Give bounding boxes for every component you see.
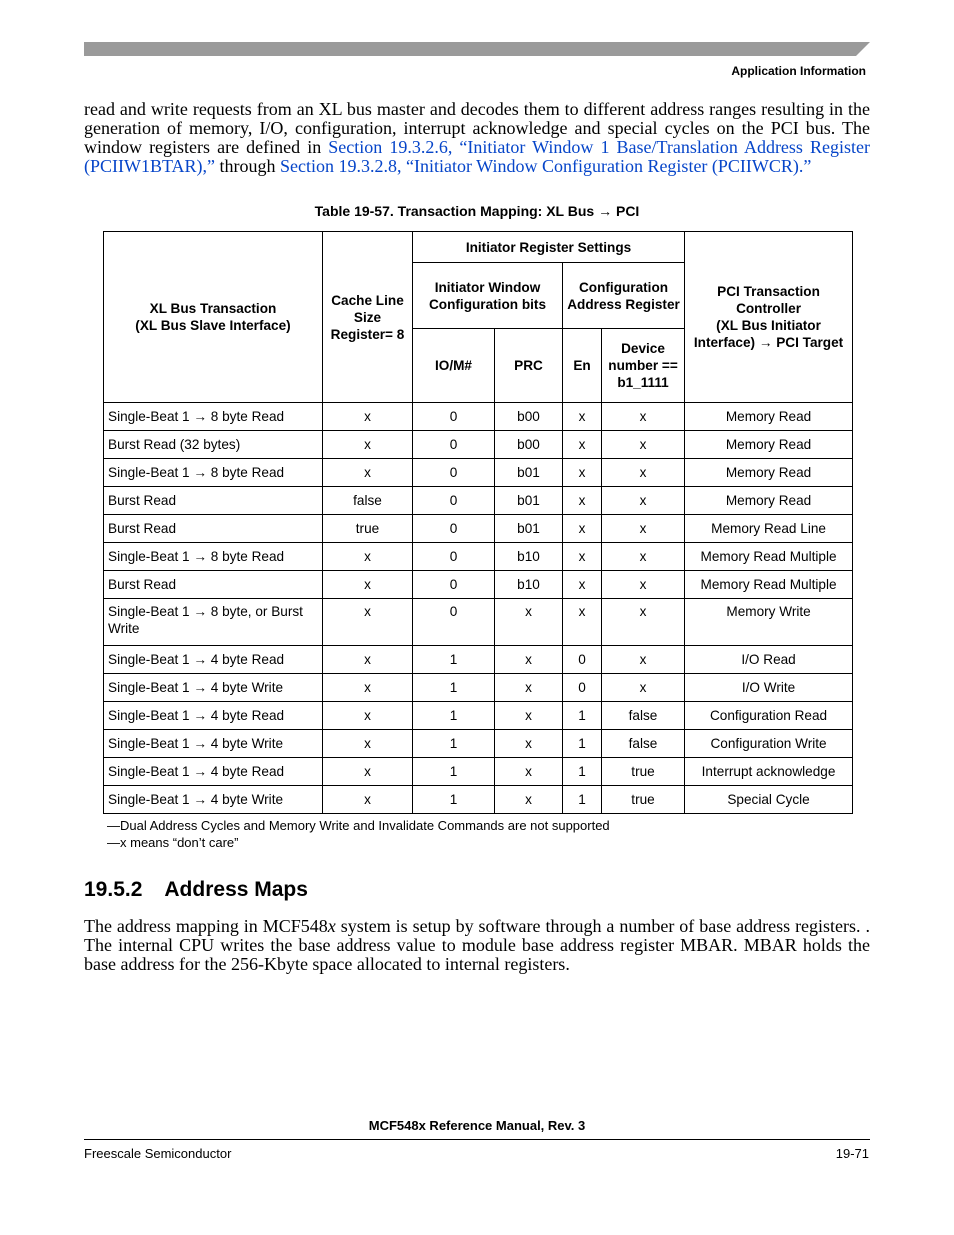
header-initiator-window-config-bits: Initiator Window Configuration bits bbox=[413, 263, 563, 329]
cell-transaction: Single-Beat 1 → 8 byte, or Burst Write bbox=[104, 599, 323, 646]
table-row bbox=[104, 431, 853, 459]
cell-en: x bbox=[563, 515, 602, 543]
table-row bbox=[104, 571, 853, 599]
cell-prc: b01 bbox=[495, 515, 563, 543]
cell-pci-target: Memory Read Line bbox=[685, 515, 853, 543]
table-row bbox=[104, 730, 853, 758]
cell-cache-line: x bbox=[323, 646, 413, 674]
cell-cache-line: x bbox=[323, 571, 413, 599]
cell-en: 1 bbox=[563, 786, 602, 814]
cell-pci-target: Memory Read Multiple bbox=[685, 543, 853, 571]
cell-cache-line: false bbox=[323, 487, 413, 515]
intro-paragraph bbox=[84, 100, 870, 176]
intro-text-middle: through bbox=[215, 156, 281, 176]
cell-device-number: x bbox=[602, 431, 685, 459]
cell-transaction: Single-Beat 1 → 8 byte Read bbox=[104, 543, 323, 571]
cell-device-number: x bbox=[602, 543, 685, 571]
cell-io-m: 0 bbox=[413, 571, 495, 599]
cell-prc: x bbox=[495, 674, 563, 702]
cell-pci-target: I/O Read bbox=[685, 646, 853, 674]
table-row bbox=[104, 403, 853, 431]
cell-cache-line: x bbox=[323, 674, 413, 702]
table-row bbox=[104, 459, 853, 487]
intro-text-before: read and write requests from an XL bus master and decodes them to different address ranges resulting in the generation of memory, I/O, configuration, interrupt acknowledge and special cycles on the PCI bus. The window registers are defined in bbox=[84, 99, 870, 157]
table-note: —x means “don’t care” bbox=[107, 835, 239, 850]
header-bar bbox=[84, 42, 870, 56]
cell-en: x bbox=[563, 459, 602, 487]
cell-pci-target: Special Cycle bbox=[685, 786, 853, 814]
cell-transaction: Single-Beat 1 → 4 byte Write bbox=[104, 786, 323, 814]
header-prc: PRC bbox=[495, 329, 563, 403]
cell-io-m: 1 bbox=[413, 702, 495, 730]
cell-cache-line: x bbox=[323, 758, 413, 786]
cell-io-m: 0 bbox=[413, 543, 495, 571]
cell-en: 1 bbox=[563, 758, 602, 786]
section-link-pciiw1btar[interactable]: Section 19.3.2.6, “Initiator Window 1 Base/Translation Address Register (PCIIW1BTAR),” bbox=[84, 137, 870, 176]
header-device-number: Device number == b1_1111 bbox=[602, 329, 685, 403]
cell-prc: x bbox=[495, 786, 563, 814]
cell-en: 1 bbox=[563, 702, 602, 730]
cell-en: x bbox=[563, 571, 602, 599]
cell-en: x bbox=[563, 431, 602, 459]
cell-transaction: Single-Beat 1 → 4 byte Read bbox=[104, 646, 323, 674]
cell-en: x bbox=[563, 403, 602, 431]
table-row bbox=[104, 702, 853, 730]
cell-pci-target: Memory Read bbox=[685, 459, 853, 487]
cell-cache-line: x bbox=[323, 599, 413, 646]
header-io-m: IO/M# bbox=[413, 329, 495, 403]
cell-pci-target: Memory Read Multiple bbox=[685, 571, 853, 599]
header-configuration-address-register: Configuration Address Register bbox=[563, 263, 685, 329]
cell-io-m: 0 bbox=[413, 487, 495, 515]
cell-transaction: Single-Beat 1 → 8 byte Read bbox=[104, 459, 323, 487]
section-link-pciiwcr[interactable]: Section 19.3.2.8, “Initiator Window Configuration Register (PCIIWCR).” bbox=[280, 156, 812, 176]
cell-transaction: Burst Read bbox=[104, 515, 323, 543]
cell-device-number: x bbox=[602, 674, 685, 702]
cell-device-number: x bbox=[602, 646, 685, 674]
cell-pci-target: Interrupt acknowledge bbox=[685, 758, 853, 786]
cell-pci-target: Memory Read bbox=[685, 487, 853, 515]
cell-transaction: Burst Read bbox=[104, 571, 323, 599]
cell-cache-line: x bbox=[323, 786, 413, 814]
cell-device-number: true bbox=[602, 786, 685, 814]
table-row bbox=[104, 674, 853, 702]
footer-company: Freescale Semiconductor bbox=[84, 1146, 232, 1161]
para-italic-x: x bbox=[327, 916, 336, 936]
footer-divider bbox=[84, 1139, 870, 1140]
section-title: Address Maps bbox=[164, 878, 308, 901]
table-caption: Table 19-57. Transaction Mapping: XL Bus → PCI bbox=[314, 203, 640, 219]
cell-io-m: 1 bbox=[413, 646, 495, 674]
cell-prc: x bbox=[495, 646, 563, 674]
section-number: 19.5.2 bbox=[84, 878, 143, 901]
cell-cache-line: x bbox=[323, 702, 413, 730]
table-row bbox=[104, 758, 853, 786]
cell-device-number: false bbox=[602, 730, 685, 758]
cell-transaction: Single-Beat 1 → 4 byte Write bbox=[104, 674, 323, 702]
cell-prc: x bbox=[495, 730, 563, 758]
cell-pci-target: Configuration Write bbox=[685, 730, 853, 758]
running-header: Application Information bbox=[731, 64, 866, 78]
cell-transaction: Single-Beat 1 → 4 byte Write bbox=[104, 730, 323, 758]
cell-prc: b00 bbox=[495, 431, 563, 459]
cell-pci-target: Memory Read bbox=[685, 403, 853, 431]
cell-io-m: 0 bbox=[413, 599, 495, 646]
transaction-mapping-table bbox=[103, 231, 853, 814]
cell-prc: x bbox=[495, 758, 563, 786]
table-row bbox=[104, 646, 853, 674]
cell-io-m: 0 bbox=[413, 431, 495, 459]
cell-transaction: Burst Read bbox=[104, 487, 323, 515]
footer-manual-title: MCF548x Reference Manual, Rev. 3 bbox=[368, 1118, 586, 1133]
cell-io-m: 1 bbox=[413, 674, 495, 702]
cell-transaction: Burst Read (32 bytes) bbox=[104, 431, 323, 459]
cell-device-number: x bbox=[602, 599, 685, 646]
cell-en: x bbox=[563, 487, 602, 515]
cell-en: 0 bbox=[563, 646, 602, 674]
address-maps-paragraph bbox=[84, 917, 870, 974]
cell-cache-line: x bbox=[323, 543, 413, 571]
cell-transaction: Single-Beat 1 → 4 byte Read bbox=[104, 702, 323, 730]
cell-device-number: x bbox=[602, 459, 685, 487]
cell-io-m: 0 bbox=[413, 403, 495, 431]
para-text-before: The address mapping in MCF548 bbox=[84, 916, 328, 936]
cell-prc: b01 bbox=[495, 459, 563, 487]
cell-prc: x bbox=[495, 702, 563, 730]
section-heading bbox=[84, 878, 308, 902]
table-row bbox=[104, 599, 853, 646]
cell-io-m: 0 bbox=[413, 459, 495, 487]
table-row bbox=[104, 543, 853, 571]
cell-cache-line: true bbox=[323, 515, 413, 543]
cell-device-number: x bbox=[602, 487, 685, 515]
cell-prc: b00 bbox=[495, 403, 563, 431]
cell-device-number: false bbox=[602, 702, 685, 730]
cell-prc: b01 bbox=[495, 487, 563, 515]
header-cache-line-size: Cache Line Size Register= 8 bbox=[323, 232, 413, 403]
cell-pci-target: Configuration Read bbox=[685, 702, 853, 730]
table-notes bbox=[107, 817, 610, 851]
cell-en: 1 bbox=[563, 730, 602, 758]
cell-pci-target: Memory Read bbox=[685, 431, 853, 459]
table-row bbox=[104, 786, 853, 814]
cell-prc: x bbox=[495, 599, 563, 646]
header-initiator-register-settings: Initiator Register Settings bbox=[413, 232, 685, 263]
footer-page-number: 19-71 bbox=[835, 1146, 869, 1161]
cell-device-number: x bbox=[602, 515, 685, 543]
cell-en: x bbox=[563, 599, 602, 646]
cell-cache-line: x bbox=[323, 431, 413, 459]
cell-pci-target: Memory Write bbox=[685, 599, 853, 646]
cell-pci-target: I/O Write bbox=[685, 674, 853, 702]
para-text-after: system is setup by software through a number of base address registers. . The internal CPU writes the base address value to module base address register MBAR. MBAR holds the base address for the 256-Kbyte space allocated to internal registers. bbox=[84, 916, 870, 974]
table-note: —Dual Address Cycles and Memory Write and Invalidate Commands are not supported bbox=[107, 818, 610, 833]
header-xl-bus-transaction: XL Bus Transaction (XL Bus Slave Interface) bbox=[104, 232, 323, 403]
cell-prc: b10 bbox=[495, 543, 563, 571]
cell-cache-line: x bbox=[323, 730, 413, 758]
cell-device-number: x bbox=[602, 403, 685, 431]
cell-io-m: 1 bbox=[413, 730, 495, 758]
cell-io-m: 1 bbox=[413, 786, 495, 814]
header-en: En bbox=[563, 329, 602, 403]
cell-device-number: x bbox=[602, 571, 685, 599]
cell-device-number: true bbox=[602, 758, 685, 786]
header-pci-transaction-controller: PCI Transaction Controller (XL Bus Initiator Interface) → PCI Target bbox=[685, 232, 853, 403]
cell-en: 0 bbox=[563, 674, 602, 702]
cell-prc: b10 bbox=[495, 571, 563, 599]
cell-transaction: Single-Beat 1 → 8 byte Read bbox=[104, 403, 323, 431]
cell-transaction: Single-Beat 1 → 4 byte Read bbox=[104, 758, 323, 786]
table-row bbox=[104, 515, 853, 543]
cell-cache-line: x bbox=[323, 459, 413, 487]
cell-io-m: 1 bbox=[413, 758, 495, 786]
cell-en: x bbox=[563, 543, 602, 571]
table-row bbox=[104, 487, 853, 515]
cell-cache-line: x bbox=[323, 403, 413, 431]
cell-io-m: 0 bbox=[413, 515, 495, 543]
